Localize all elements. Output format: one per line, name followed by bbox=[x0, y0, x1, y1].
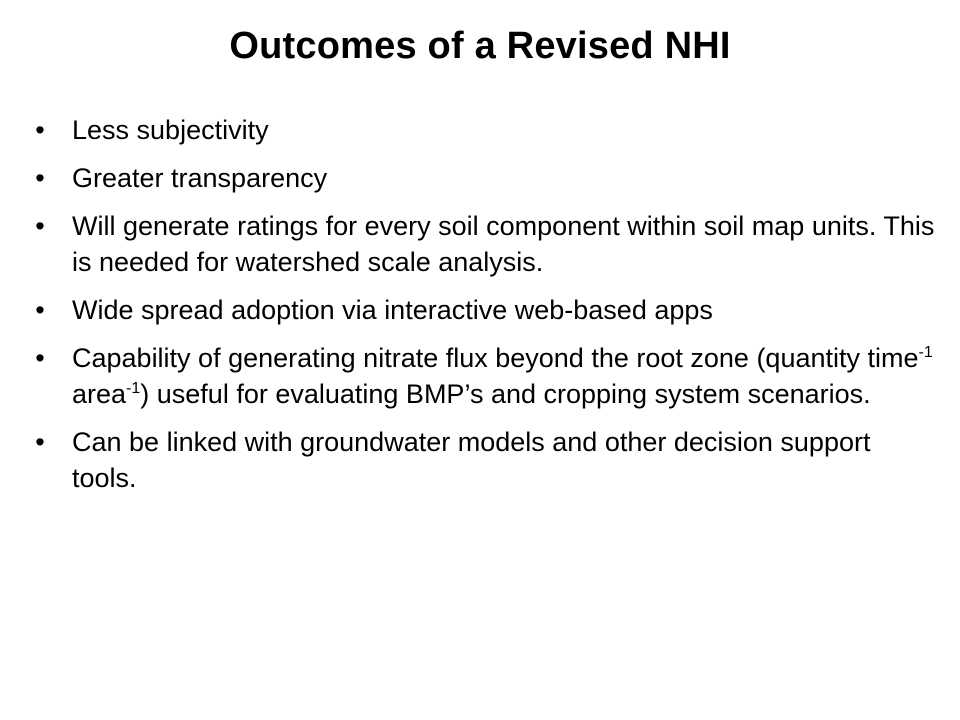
bullet-item-nitrate-flux bbox=[30, 340, 942, 412]
bullet-text: Can be linked with groundwater models and other decision support tools. bbox=[72, 427, 871, 493]
bullet-text: Will generate ratings for every soil component within soil map units. This is needed for watershed scale analysis. bbox=[72, 211, 935, 277]
bullet-icon: • bbox=[35, 211, 45, 241]
bullet-item-groundwater-models bbox=[30, 424, 942, 496]
bullet-text-part: Capability of generating nitrate flux beyond the root zone (quantity time bbox=[72, 343, 919, 373]
bullet-icon: • bbox=[35, 163, 45, 193]
bullet-icon: • bbox=[35, 115, 45, 145]
bullet-list bbox=[30, 112, 942, 508]
superscript: -1 bbox=[918, 344, 933, 361]
bullet-text: Wide spread adoption via interactive web-based apps bbox=[72, 295, 713, 325]
bullet-item-soil-ratings bbox=[30, 208, 942, 280]
bullet-text bbox=[72, 343, 933, 409]
bullet-item-greater-transparency bbox=[30, 160, 942, 196]
bullet-text-part: area bbox=[72, 379, 127, 409]
bullet-item-less-subjectivity bbox=[30, 112, 942, 148]
bullet-text-part: ) useful for evaluating BMP’s and cropping system scenarios. bbox=[140, 379, 871, 409]
bullet-icon: • bbox=[35, 343, 45, 373]
bullet-icon: • bbox=[35, 427, 45, 457]
bullet-text: Greater transparency bbox=[72, 163, 328, 193]
bullet-icon: • bbox=[35, 295, 45, 325]
bullet-item-web-apps bbox=[30, 292, 942, 328]
superscript: -1 bbox=[126, 380, 141, 397]
slide-title: Outcomes of a Revised NHI bbox=[229, 25, 731, 67]
bullet-text: Less subjectivity bbox=[72, 115, 269, 145]
